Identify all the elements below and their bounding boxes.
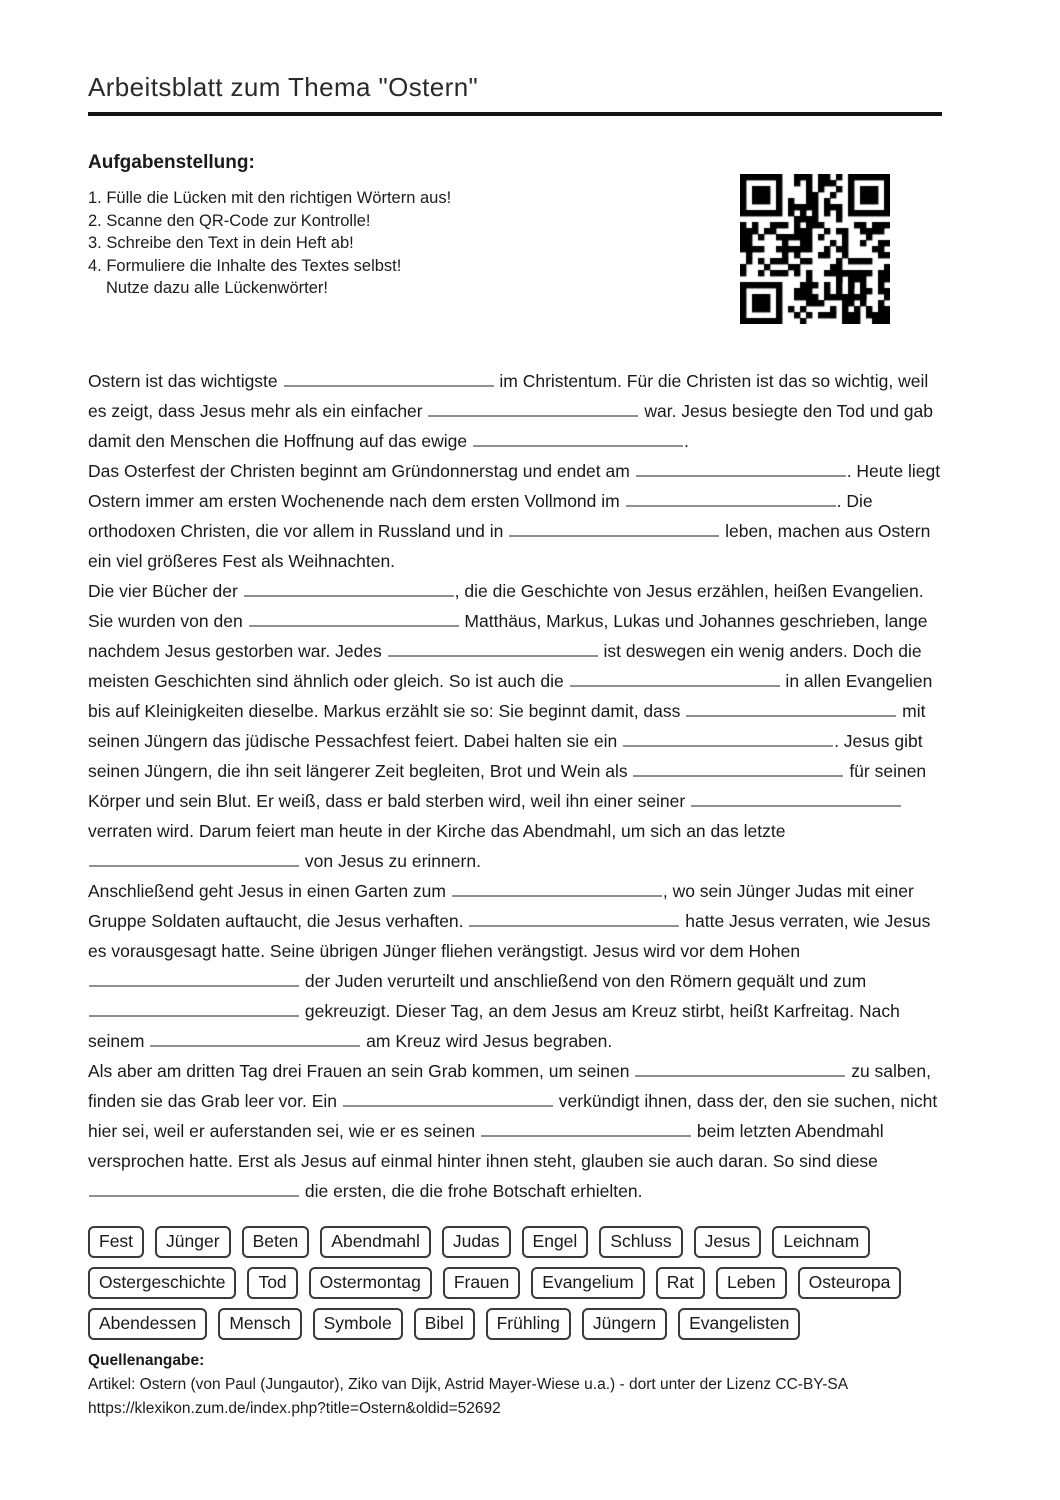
task-item: 2. Scanne den QR-Code zur Kontrolle! [88, 211, 371, 230]
fill-in-blank [452, 884, 662, 897]
text-segment: am Kreuz wird Jesus begraben. [361, 1031, 613, 1051]
text-segment: beim letzten Abendmahl versprochen hatte. Erst als Jesus auf einmal hinter ihnen steht, glauben sie auch daran. So sind diese [88, 1121, 884, 1171]
fill-in-blank [570, 674, 780, 687]
fill-in-blank [509, 524, 719, 537]
word-chip: Jesus [694, 1226, 762, 1258]
fill-in-blank [636, 464, 846, 477]
word-chip: Symbole [313, 1308, 403, 1340]
fill-in-blank [89, 1004, 299, 1017]
fill-in-blank [686, 704, 896, 717]
worksheet-text [88, 366, 942, 1206]
text-segment: . Heute liegt Ostern immer am ersten Wochenende nach dem ersten Vollmond im [88, 461, 941, 511]
word-chip: Schluss [599, 1226, 682, 1258]
text-segment: zu salben, finden sie das Grab leer vor. Ein [88, 1061, 931, 1111]
word-bank-row [88, 1267, 942, 1299]
word-bank [88, 1226, 942, 1340]
fill-in-blank [626, 494, 836, 507]
fill-in-blank [89, 1184, 299, 1197]
source-url: https://klexikon.zum.de/index.php?title=Ostern&oldid=52692 [88, 1400, 501, 1417]
text-segment: . Die orthodoxen Christen, die vor allem in Russland und in [88, 491, 873, 541]
fill-in-blank [633, 764, 843, 777]
fill-in-blank [150, 1034, 360, 1047]
fill-in-blank [623, 734, 833, 747]
text-segment: Die vier Bücher der [88, 581, 243, 601]
paragraph [88, 1056, 942, 1206]
text-segment: verraten wird. Darum feiert man heute in der Kirche das Abendmahl, um sich an das letzte [88, 821, 786, 841]
task-item: Nutze dazu alle Lückenwörter! [106, 279, 328, 297]
text-segment: gekreuzigt. Dieser Tag, an dem Jesus am Kreuz stirbt, heißt Karfreitag. Nach seinem [88, 1001, 900, 1051]
text-segment: von Jesus zu erinnern. [300, 851, 481, 871]
text-segment: ist deswegen ein wenig anders. Doch die meisten Geschichten sind ähnlich oder gleich. So ist auch die [88, 641, 922, 691]
word-chip: Fest [88, 1226, 144, 1258]
fill-in-blank [473, 434, 683, 447]
paragraph [88, 456, 942, 576]
source-heading: Quellenangabe: [88, 1352, 205, 1369]
text-segment: , wo sein Jünger Judas mit einer Gruppe Soldaten auftaucht, die Jesus verhaften. [88, 881, 914, 931]
word-chip: Evangelium [531, 1267, 644, 1299]
tasks-heading: Aufgabenstellung: [88, 152, 255, 173]
text-segment: Ostern ist das wichtigste [88, 371, 283, 391]
word-chip: Osteuropa [798, 1267, 902, 1299]
word-chip: Ostergeschichte [88, 1267, 236, 1299]
word-chip: Jüngern [582, 1308, 667, 1340]
fill-in-blank [388, 644, 598, 657]
text-segment: die ersten, die die frohe Botschaft erhielten. [300, 1181, 643, 1201]
fill-in-blank [89, 854, 299, 867]
task-item: 1. Fülle die Lücken mit den richtigen Wörtern aus! [88, 189, 452, 207]
word-chip: Evangelisten [678, 1308, 800, 1340]
word-bank-row [88, 1226, 942, 1258]
word-chip: Tod [247, 1267, 297, 1299]
word-chip: Bibel [414, 1308, 475, 1340]
fill-in-blank [481, 1124, 691, 1137]
word-chip: Frühling [486, 1308, 571, 1340]
text-segment: Matthäus, Markus, Lukas und Johannes geschrieben, lange nachdem Jesus gestorben war. Jedes [88, 611, 928, 661]
task-block [88, 152, 451, 300]
word-chip: Jünger [155, 1226, 231, 1258]
word-chip: Abendmahl [320, 1226, 431, 1258]
text-segment: , die die Geschichte von Jesus erzählen, heißen Evangelien. Sie wurden von den [88, 581, 924, 631]
word-chip: Rat [656, 1267, 705, 1299]
task-item: 3. Schreibe den Text in dein Heft ab! [88, 234, 354, 252]
word-chip: Frauen [443, 1267, 520, 1299]
fill-in-blank [343, 1094, 553, 1107]
word-bank-row [88, 1308, 942, 1340]
text-segment: für seinen Körper und sein Blut. Er weiß, dass er bald sterben wird, weil ihn einer seiner [88, 761, 927, 811]
text-segment: mit seinen Jüngern das jüdische Pessachfest feiert. Dabei halten sie ein [88, 701, 926, 751]
text-segment: im Christentum. Für die Christen ist das so wichtig, weil es zeigt, dass Jesus mehr als ein einfacher [88, 371, 929, 421]
word-chip: Judas [442, 1226, 511, 1258]
fill-in-blank [469, 914, 679, 927]
text-segment: der Juden verurteilt und anschließend von den Römern gequält und zum [300, 971, 867, 991]
word-chip: Ostermontag [309, 1267, 432, 1299]
text-segment: Anschließend geht Jesus in einen Garten zum [88, 881, 451, 901]
text-segment: . [683, 431, 689, 451]
fill-in-blank [635, 1064, 845, 1077]
qr-code-canvas [740, 174, 890, 324]
fill-in-blank [691, 794, 901, 807]
word-chip: Beten [242, 1226, 310, 1258]
text-segment: verkündigt ihnen, dass der, den sie suchen, nicht hier sei, weil er auferstanden sei, wie er es seinen [88, 1091, 938, 1141]
fill-in-blank [249, 614, 459, 627]
paragraph [88, 576, 942, 876]
text-segment: . Jesus gibt seinen Jüngern, die ihn seit längerer Zeit begleiten, Brot und Wein als [88, 731, 923, 781]
fill-in-blank [244, 584, 454, 597]
word-chip: Leichnam [772, 1226, 870, 1258]
word-chip: Leben [716, 1267, 787, 1299]
fill-in-blank [428, 404, 638, 417]
task-list [88, 187, 451, 300]
fill-in-blank [284, 374, 494, 387]
source-section [88, 1352, 942, 1421]
source-article: Artikel: Ostern (von Paul (Jungautor), Ziko van Dijk, Astrid Mayer-Wiese u.a.) - dort unter der Lizenz CC-BY-SA [88, 1376, 849, 1393]
text-segment: Das Osterfest der Christen beginnt am Gründonnerstag und endet am [88, 461, 635, 481]
word-chip: Abendessen [88, 1308, 207, 1340]
text-segment: leben, machen aus Ostern ein viel größeres Fest als Weihnachten. [88, 521, 931, 571]
paragraph [88, 876, 942, 1056]
text-segment: war. Jesus besiegte den Tod und gab damit den Menschen die Hoffnung auf das ewige [88, 401, 933, 451]
page-title: Arbeitsblatt zum Thema "Ostern" [88, 72, 942, 116]
text-segment: in allen Evangelien bis auf Kleinigkeiten dieselbe. Markus erzählt sie so: Sie beginnt damit, dass [88, 671, 933, 721]
word-chip: Engel [522, 1226, 589, 1258]
tasks-section [88, 152, 942, 324]
word-chip: Mensch [218, 1308, 301, 1340]
paragraph [88, 366, 942, 456]
qr-code [740, 174, 890, 324]
fill-in-blank [89, 974, 299, 987]
task-item: 4. Formuliere die Inhalte des Textes selbst! [88, 256, 402, 275]
text-segment: hatte Jesus verraten, wie Jesus es vorausgesagt hatte. Seine übrigen Jünger fliehen verängstigt. Jesus wird vor dem Hohen [88, 911, 931, 961]
text-segment: Als aber am dritten Tag drei Frauen an sein Grab kommen, um seinen [88, 1061, 635, 1081]
